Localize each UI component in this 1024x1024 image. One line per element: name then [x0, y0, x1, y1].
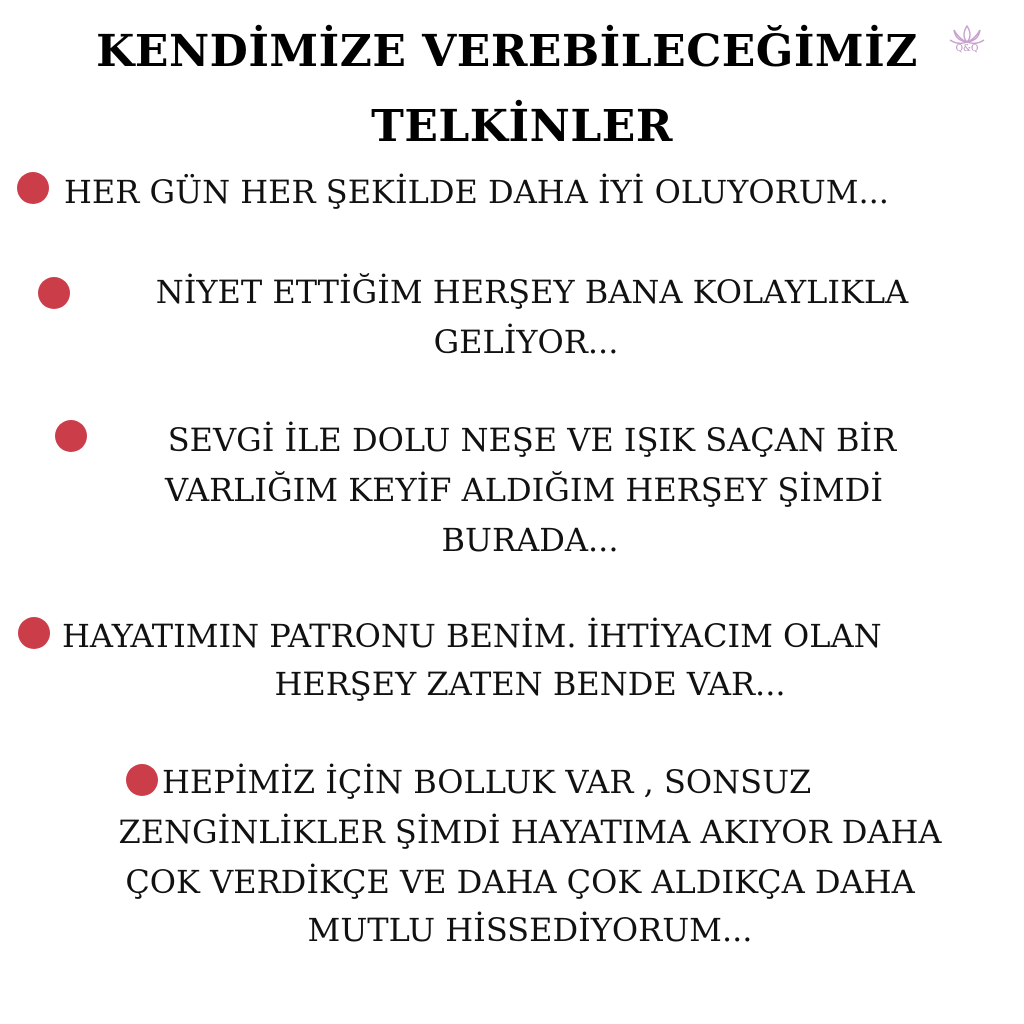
affirmation-5-line-3: ÇOK VERDİKÇE VE DAHA ÇOK ALDIKÇA DAHA	[125, 863, 915, 901]
affirmation-3-line-1: SEVGİ İLE DOLU NEŞE VE IŞIK SAÇAN BİR	[167, 421, 897, 459]
affirmation-3-line-3: BURADA...	[441, 521, 619, 559]
affirmation-4-line-2: HERŞEY ZATEN BENDE VAR...	[274, 665, 786, 703]
lotus-logo-icon	[946, 22, 988, 64]
bullet-dot	[126, 764, 158, 796]
affirmation-2-line-1: NİYET ETTİĞİM HERŞEY BANA KOLAYLIKLA	[155, 273, 909, 311]
affirmation-1-line-1: HER GÜN HER ŞEKİLDE DAHA İYİ OLUYORUM...	[64, 173, 889, 211]
affirmation-5-line-4: MUTLU HİSSEDİYORUM...	[307, 911, 753, 949]
affirmation-2-line-2: GELİYOR...	[433, 323, 619, 361]
affirmation-4-line-1: HAYATIMIN PATRONU BENİM. İHTİYACIM OLAN	[62, 617, 882, 655]
affirmation-5-line-2: ZENGİNLİKLER ŞİMDİ HAYATIMA AKIYOR DAHA	[118, 813, 942, 851]
page-title-line-2: TELKİNLER	[371, 101, 673, 152]
page-title-line-1: KENDİMİZE VEREBİLECEĞİMİZ	[96, 26, 918, 77]
affirmation-3-line-2: VARLIĞIM KEYİF ALDIĞIM HERŞEY ŞİMDİ	[165, 471, 883, 509]
bullet-dot	[17, 172, 49, 204]
affirmation-5-line-1: HEPİMİZ İÇİN BOLLUK VAR , SONSUZ	[162, 763, 812, 801]
logo-text: Q&Q	[955, 44, 979, 54]
bullet-dot	[18, 617, 50, 649]
